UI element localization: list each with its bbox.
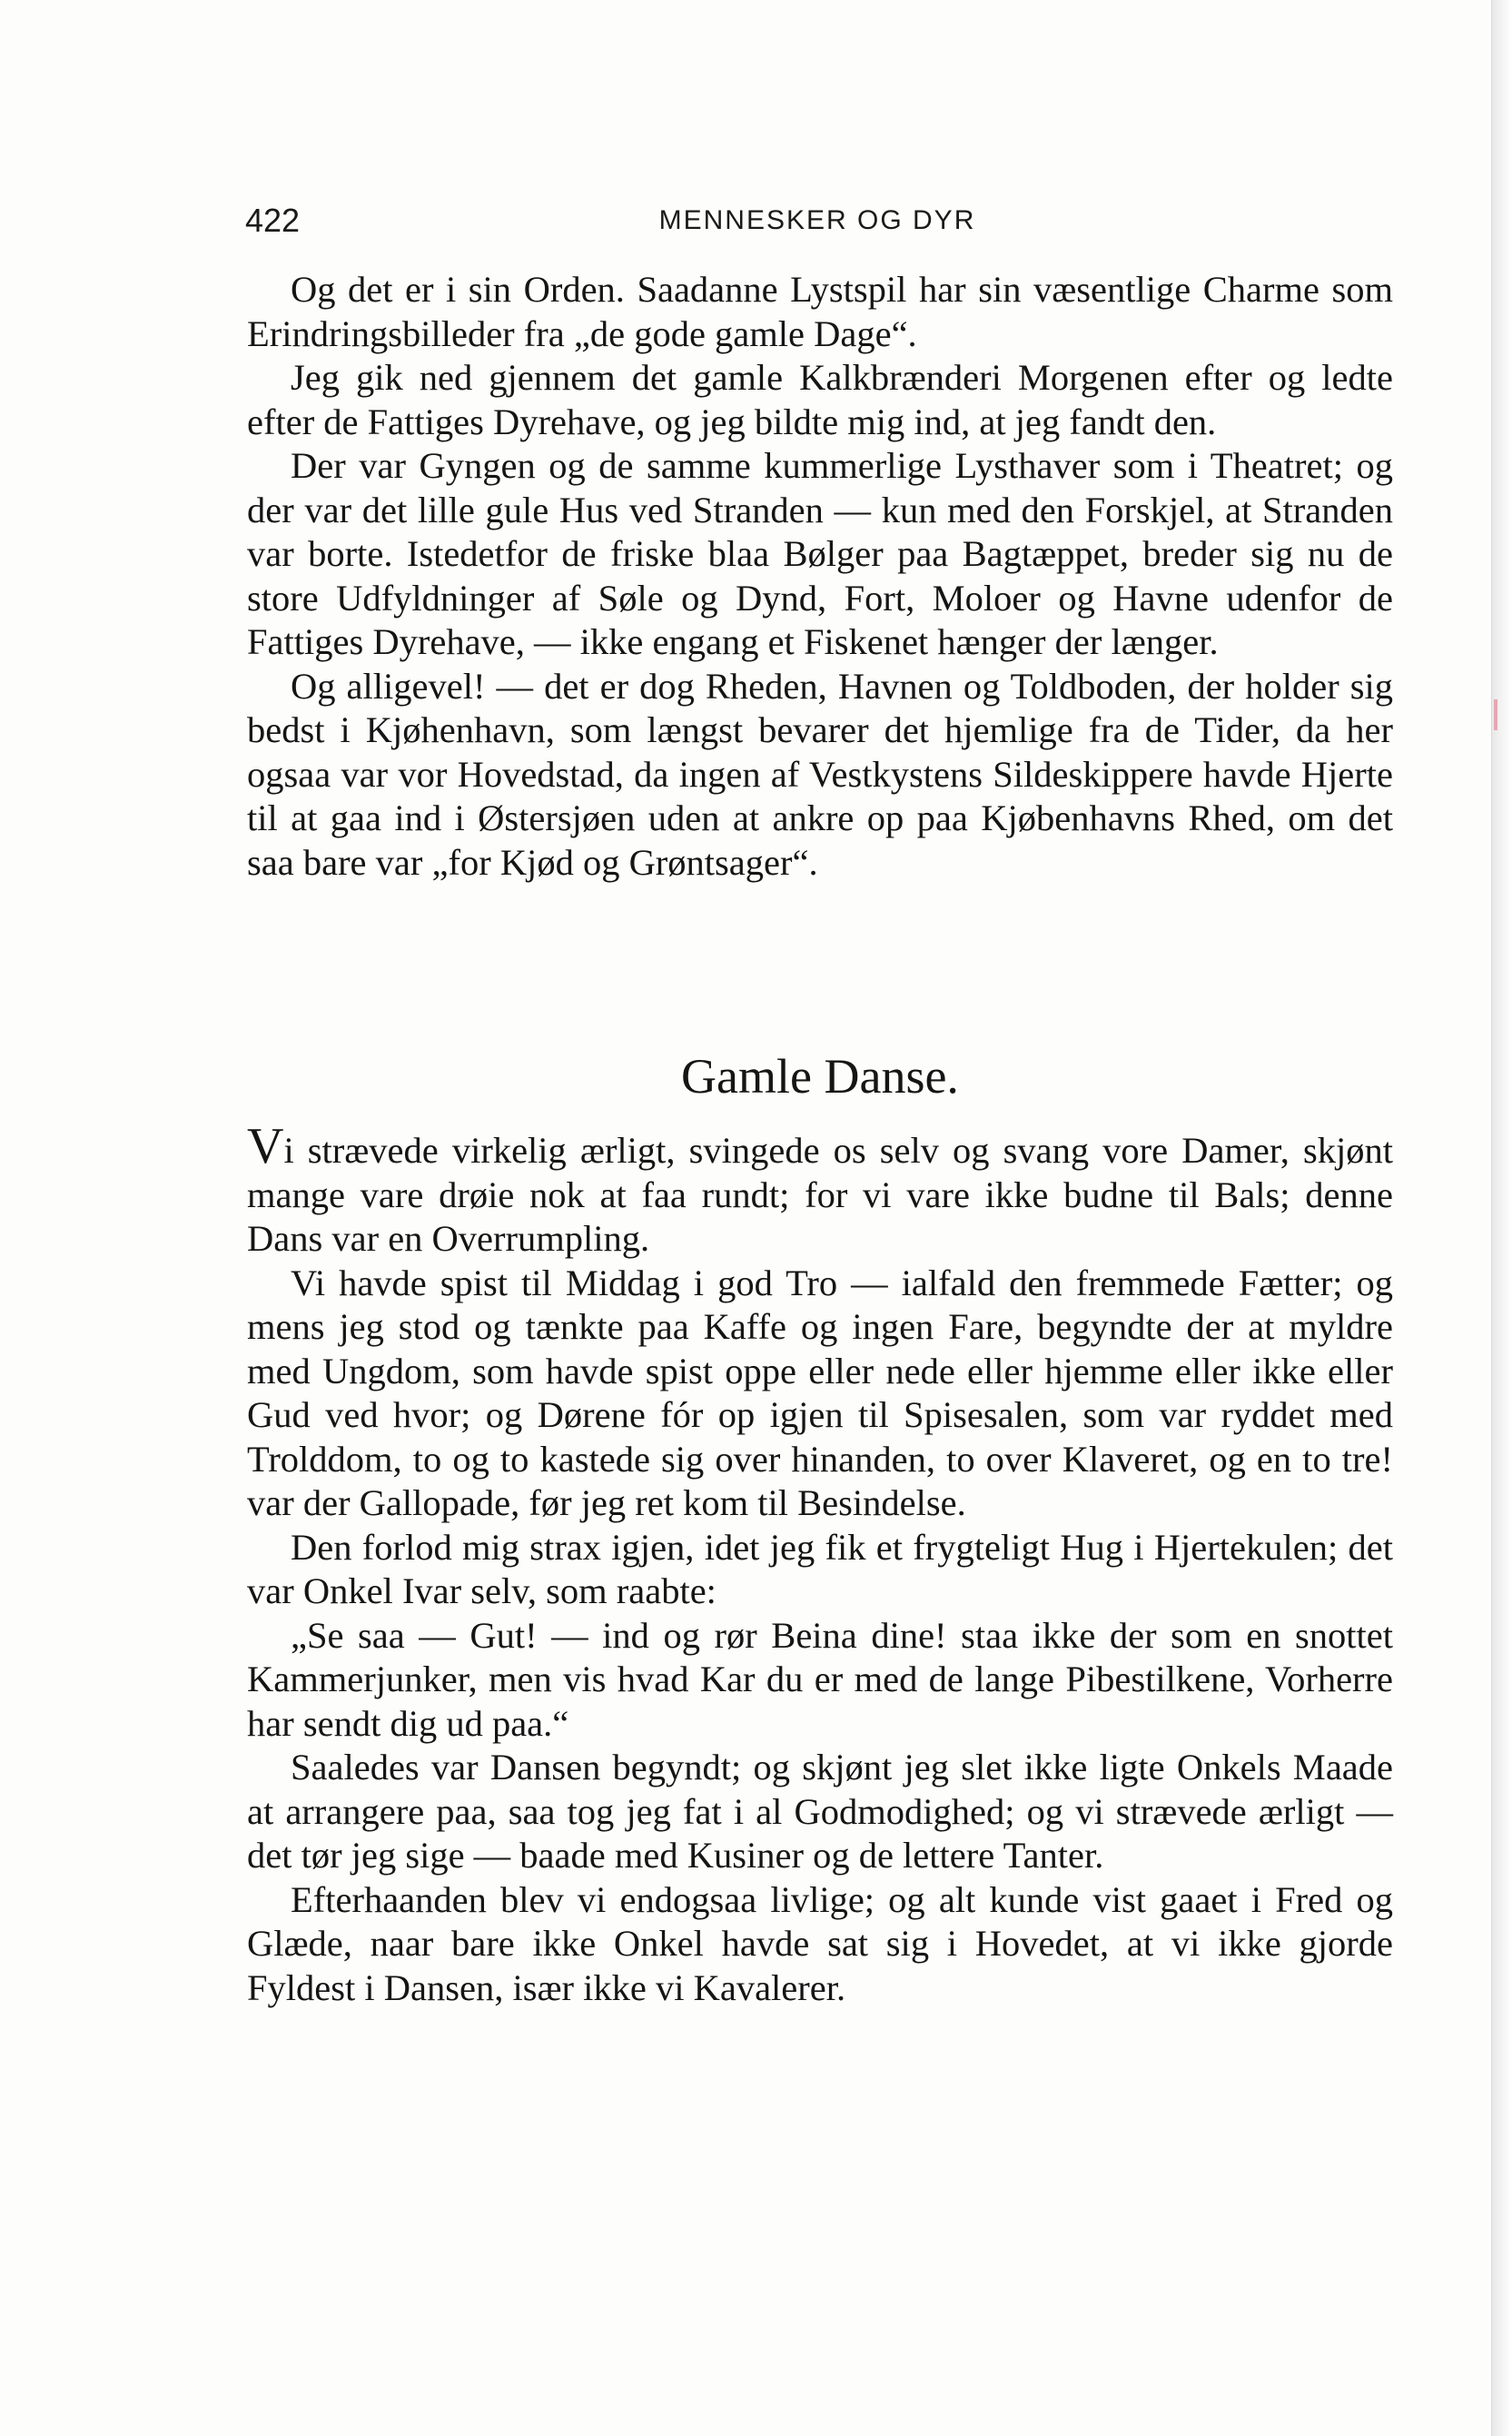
page-edge (1492, 0, 1512, 2436)
paragraph: Og det er i sin Orden. Saadanne Lystspil har sin væsentlige Charme som Erindringsbilleder fra „de gode gamle Dage“. (247, 269, 1393, 354)
running-title: MENNESKER OG DYR (658, 205, 976, 235)
paragraph: Saaledes var Dansen begyndt; og skjønt jeg slet ikke ligte Onkels Maade at arrangere paa, saa tog jeg fat i al Godmodighed; og vi strævede ærligt — det tør jeg sige — baade med Kusiner og de lettere Tanter. (247, 1747, 1393, 1876)
drop-cap: V (247, 1118, 284, 1174)
edge-marker (1494, 699, 1497, 730)
first-paragraph (247, 1118, 1393, 1262)
first-paragraph-text: i strævede virkelig ærligt, svingede os selv og svang vore Damer, skjønt mange vare drøie nok at faa rundt; for vi vare ikke budne til Bals; denne Dans var en Overrumpling. (247, 1130, 1393, 1259)
paragraph: Der var Gyngen og de samme kummerlige Lysthaver som i Theatret; og der var det lille gule Hus ved Stranden — kun med den Forskjel, at Stranden var borte. Istedetfor de friske blaa Bølger paa Bagtæppet, breder sig nu de store Udfyldninger af Søle og Dynd, Fort, Moloer og Havne udenfor de Fattiges Dyrehave, — ikke engang et Fiskenet hænger der længer. (247, 445, 1393, 662)
paragraph: „Se saa — Gut! — ind og rør Beina dine! staa ikke der som en snottet Kammerjunker, men vis hvad Kar du er med de lange Pibestilkene, Vorherre har sendt dig ud paa.“ (247, 1614, 1393, 1744)
section-heading: Gamle Danse. (681, 1049, 959, 1104)
paragraph: Jeg gik ned gjennem det gamle Kalkbrænderi Morgenen efter og ledte efter de Fattiges Dyrehave, og jeg bildte mig ind, at jeg fandt den. (247, 357, 1393, 442)
paragraph: Den forlod mig strax igjen, idet jeg fik et frygteligt Hug i Hjertekulen; det var Onkel Ivar selv, som raabte: (247, 1526, 1393, 1611)
page-number: 422 (245, 202, 301, 239)
text-block-top (247, 268, 1393, 885)
paragraph: Efterhaanden blev vi endogsaa livlige; og alt kunde vist gaaet i Fred og Glæde, naar bare ikke Onkel havde sat sig i Hovedet, at vi ikke gjorde Fyldest i Dansen, især ikke vi Kavalerer. (247, 1878, 1393, 2008)
paragraph: Vi havde spist til Middag i god Tro — ialfald den fremmede Fætter; og mens jeg stod og tænkte paa Kaffe og ingen Fare, begyndte der at myldre med Ungdom, som havde spist oppe eller nede eller hjemme eller ikke eller Gud ved hvor; og Dørene fór op igjen til Spisesalen, som var ryddet med Trolddom, to og to kastede sig over hinanden, to over Klaveret, og en to tre! var der Gallopade, før jeg ret kom til Besindelse. (247, 1262, 1393, 1523)
paragraph: Og alligevel! — det er dog Rheden, Havnen og Toldboden, der holder sig bedst i Kjøhenhavn, som længst bevarer det hjemlige fra de Tider, da her ogsaa var vor Hovedstad, da ingen af Vestkystens Sildeskippere havde Hjerte til at gaa ind i Østersjøen uden at ankre op paa Kjøbenhavns Rhed, om det saa bare var „for Kjød og Grøntsager“. (247, 665, 1393, 883)
text-block-section (247, 1118, 1393, 2010)
page-header (245, 202, 1389, 245)
